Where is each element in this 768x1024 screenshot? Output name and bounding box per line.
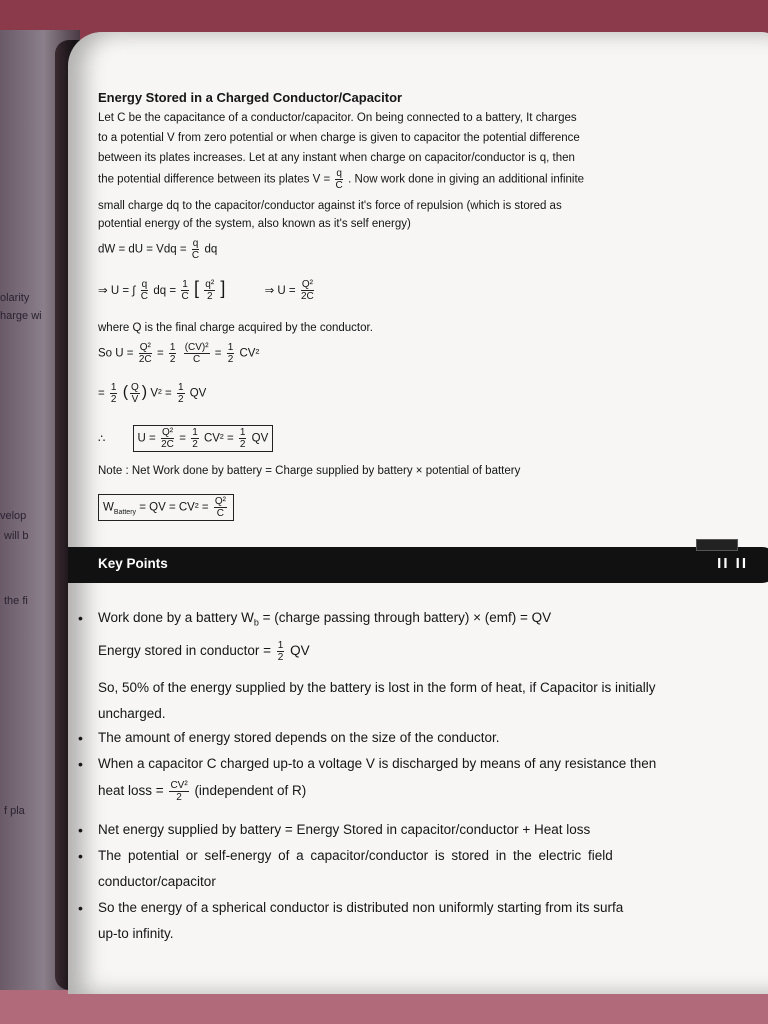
denominator: C xyxy=(193,354,201,365)
text: = xyxy=(157,347,164,360)
pause-icon: II II xyxy=(717,555,748,572)
key-point-item xyxy=(78,848,613,864)
text: CV² xyxy=(239,347,260,360)
bullet-icon: • xyxy=(78,900,83,916)
text: ⇒ U = xyxy=(264,285,296,297)
numerator: 1 xyxy=(177,382,184,393)
key-point-line: uncharged. xyxy=(98,706,166,721)
text: So the energy of a spherical conductor is distributed non uniformly starting from its surfa xyxy=(98,900,624,915)
fraction xyxy=(141,279,149,302)
key-point-line xyxy=(98,640,310,663)
denominator: V xyxy=(131,394,139,405)
left-fragment: velop xyxy=(0,510,27,522)
text: ⇒ U = ∫ xyxy=(98,285,136,297)
denominator: C xyxy=(181,291,189,303)
equation xyxy=(98,238,217,261)
paragraph-line xyxy=(98,168,584,191)
key-point-item xyxy=(78,730,500,746)
text: = xyxy=(98,387,105,400)
text: QV xyxy=(251,432,269,445)
denominator: 2 xyxy=(169,354,176,365)
book-page xyxy=(68,32,768,994)
text: Energy stored in conductor = xyxy=(98,643,271,659)
text: QV xyxy=(189,387,207,400)
text: . Now work done in giving an additional infinite xyxy=(348,173,585,186)
fraction xyxy=(204,279,215,302)
paragraph-line: potential energy of the system, also known as it's self energy) xyxy=(98,218,411,230)
fraction xyxy=(239,427,247,450)
fraction xyxy=(110,382,118,405)
denominator: C xyxy=(335,180,343,191)
paragraph-line: to a potential V from zero potential or when charge is given to capacitor the potential difference xyxy=(98,132,580,144)
numerator: Q² xyxy=(214,496,226,507)
equation xyxy=(98,278,316,302)
key-point-line: up-to infinity. xyxy=(98,926,174,941)
bullet-icon: • xyxy=(78,848,83,864)
equation xyxy=(98,425,273,452)
fraction xyxy=(177,382,185,405)
denominator: 2 xyxy=(206,291,213,303)
fraction xyxy=(335,168,343,191)
key-point-line xyxy=(98,780,306,803)
subscript: b xyxy=(253,617,259,628)
text: = (charge passing through battery) × (emf) = QV xyxy=(258,610,552,625)
fraction xyxy=(227,342,235,365)
bracket: ] xyxy=(220,278,226,298)
numerator: q xyxy=(192,238,199,249)
key-point-line: conductor/capacitor xyxy=(98,874,216,889)
numerator: Q² xyxy=(301,279,313,291)
note-line: Note : Net Work done by battery = Charge supplied by battery × potential of battery xyxy=(98,465,521,477)
equation: = $\frac{1}{2}$ ( $\frac{Q}{V}$ ) V² = $\frac{1}{2}$ QV xyxy=(98,382,207,405)
text: (independent of R) xyxy=(194,783,307,799)
text: The amount of energy stored depends on the size of the conductor. xyxy=(98,730,500,745)
text: dW = dU = Vdq = xyxy=(98,243,187,256)
fraction xyxy=(139,342,152,365)
numerator: CV² xyxy=(170,780,188,791)
fraction xyxy=(301,279,314,302)
text: the potential difference between its plates V = xyxy=(98,173,331,186)
paragraph-line: between its plates increases. Let at any instant when charge on capacitor/conductor is q, then xyxy=(98,152,575,164)
denominator: 2C xyxy=(161,439,174,450)
text: V² = xyxy=(150,387,172,400)
therefore-symbol: ∴ xyxy=(98,432,106,445)
equation xyxy=(98,494,234,521)
fraction xyxy=(130,382,140,405)
left-fragment: olarity xyxy=(0,292,30,304)
section-heading: Energy Stored in a Charged Conductor/Capacitor xyxy=(98,90,403,105)
text: dq = xyxy=(153,285,177,297)
key-point-line: So, 50% of the energy supplied by the battery is lost in the form of heat, if Capacitor is initially xyxy=(98,680,656,695)
numerator: 1 xyxy=(182,279,188,291)
text: CV² = xyxy=(203,432,234,445)
fraction xyxy=(191,427,199,450)
text: = QV = CV² = xyxy=(139,501,209,514)
key-point-item xyxy=(78,900,624,916)
key-points-title: Key Points xyxy=(98,556,168,571)
bullet-icon: • xyxy=(78,756,83,772)
numerator: q xyxy=(141,279,148,291)
left-fragment: will b xyxy=(4,530,29,542)
bullet-icon: • xyxy=(78,730,83,746)
denominator: 2 xyxy=(277,652,284,663)
numerator: Q² xyxy=(139,342,151,353)
text: dq xyxy=(204,243,218,256)
key-points-banner xyxy=(68,547,768,583)
denominator: 2 xyxy=(227,354,234,365)
numerator: 1 xyxy=(110,382,117,393)
numerator: 1 xyxy=(169,342,176,353)
banner-tab xyxy=(696,539,738,551)
bullet-icon: • xyxy=(78,822,83,838)
key-point-item xyxy=(78,822,591,838)
bullet-icon: • xyxy=(78,610,83,626)
fraction xyxy=(277,640,285,663)
numerator: 1 xyxy=(227,342,234,353)
fraction xyxy=(181,279,189,302)
left-fragment: f pla xyxy=(4,805,25,817)
fraction xyxy=(214,496,227,519)
equation xyxy=(98,342,259,365)
denominator: C xyxy=(140,291,148,303)
text: Work done by a battery W xyxy=(98,610,254,625)
denominator: 2 xyxy=(110,394,117,405)
numerator: q xyxy=(336,168,342,179)
numerator: 1 xyxy=(239,427,246,438)
text: So U = xyxy=(98,347,134,360)
denominator: 2 xyxy=(177,394,184,405)
denominator: 2 xyxy=(192,439,198,450)
text: W xyxy=(103,501,114,514)
paragraph-line: where Q is the final charge acquired by the conductor. xyxy=(98,322,373,334)
denominator: 2C xyxy=(301,291,314,303)
text: heat loss = xyxy=(98,783,164,799)
numerator: 1 xyxy=(277,640,284,651)
text: QV xyxy=(290,643,310,659)
numerator: Q² xyxy=(161,427,174,438)
fraction xyxy=(169,780,188,803)
text: When a capacitor C charged up-to a voltage V is discharged by means of any resistance then xyxy=(98,756,657,771)
fraction xyxy=(192,238,200,261)
fraction xyxy=(161,427,174,450)
numerator: Q xyxy=(131,382,139,393)
denominator: 2 xyxy=(239,439,246,450)
text: = xyxy=(179,432,186,445)
boxed-result xyxy=(98,494,234,521)
numerator: 1 xyxy=(192,427,198,438)
denominator: C xyxy=(216,508,224,519)
fraction xyxy=(184,342,210,365)
left-fragment: the fi xyxy=(4,595,28,607)
paragraph-line: small charge dq to the capacitor/conductor against it's force of repulsion (which is stored as xyxy=(98,200,562,212)
text: Net energy supplied by battery = Energy Stored in capacitor/conductor + Heat loss xyxy=(98,822,591,837)
text: The potential or self-energy of a capacitor/conductor is stored in the electric field xyxy=(98,848,613,863)
text: = xyxy=(214,347,222,360)
numerator: q² xyxy=(205,279,215,291)
boxed-result xyxy=(133,425,274,452)
denominator: 2C xyxy=(138,354,152,365)
text: U = xyxy=(137,432,156,445)
subscript: Battery xyxy=(113,508,137,516)
left-fragment: harge wi xyxy=(0,310,42,322)
denominator: C xyxy=(191,250,200,261)
key-point-item xyxy=(78,610,552,628)
key-point-item xyxy=(78,756,657,772)
paragraph-line: Let C be the capacitance of a conductor/capacitor. On being connected to a battery, It charges xyxy=(98,112,577,124)
numerator: (CV)² xyxy=(184,342,209,353)
bracket: [ xyxy=(194,278,200,298)
fraction xyxy=(169,342,177,365)
denominator: 2 xyxy=(176,792,182,803)
